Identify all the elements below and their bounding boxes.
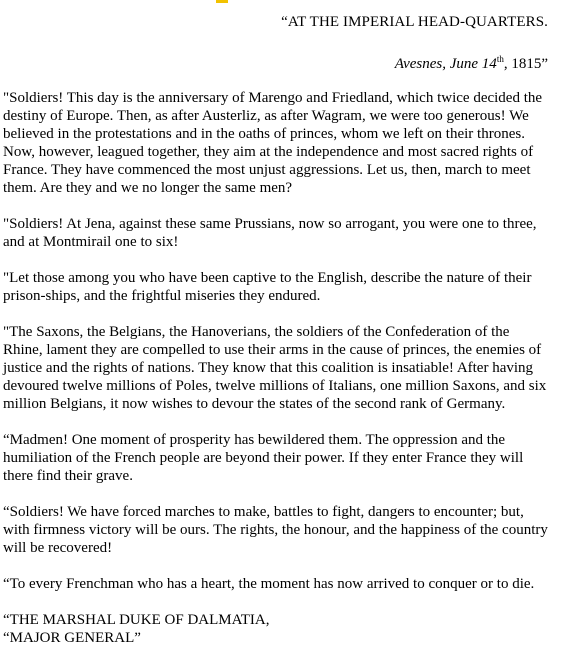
signature-block [3,611,548,647]
dateline [3,55,548,73]
paragraph-7: “To every Frenchman who has a heart, the moment has now arrived to conquer or to die. [3,576,535,592]
signature-line-1: “THE MARSHAL DUKE OF DALMATIA, [3,612,270,628]
paragraph-5: “Madmen! One moment of prosperity has bewildered them. The oppression and the humiliation of the French people are beyond their power. If they enter France they will there find their grave. [3,432,524,484]
document-heading: “AT THE IMPERIAL HEAD-QUARTERS. [281,14,548,30]
paragraph-3: "Let those among you who have been captive to the English, describe the nature of their prison-ships, and the frightful miseries they endured. [3,270,532,304]
dateline-place-date: Avesnes, June 14 [394,56,497,72]
dateline-year: , 1815” [503,56,548,72]
paragraph-6: “Soldiers! We have forced marches to make, battles to fight, dangers to encounter; but, with firmness victory will be ours. The rights, the honour, and the happiness of the country will be recovered! [3,504,548,556]
paragraph-2: "Soldiers! At Jena, against these same Prussians, now so arrogant, you were one to three, and at Montmirail one to six! [3,216,537,250]
signature-line-2: “MAJOR GENERAL” [3,630,141,646]
paragraph-1: "Soldiers! This day is the anniversary of Marengo and Friedland, which twice decided the destiny of Europe. Then, as after Austerliz, as after Wagram, we were too generous! We believed in the protestations and in the oaths of princes, whom we left on their thrones. Now, however, leagued together, they aim at the independence and most sacred rights of France. They have commenced the most unjust aggressions. Let us, then, march to meet them. Are they and we no longer the same men? [3,90,543,196]
paragraph-4: "The Saxons, the Belgians, the Hanoverians, the soldiers of the Confederation of the Rhine, lament they are compelled to use their arms in the cause of princes, the enemies of justice and the rights of nations. They know that this coalition is insatiable! After having devoured twelve millions of Poles, twelve millions of Italians, one million Saxons, and six million Belgians, it now wishes to devour the states of the second rank of Germany. [3,324,547,412]
dateline-ordinal-suffix: th [496,54,504,64]
